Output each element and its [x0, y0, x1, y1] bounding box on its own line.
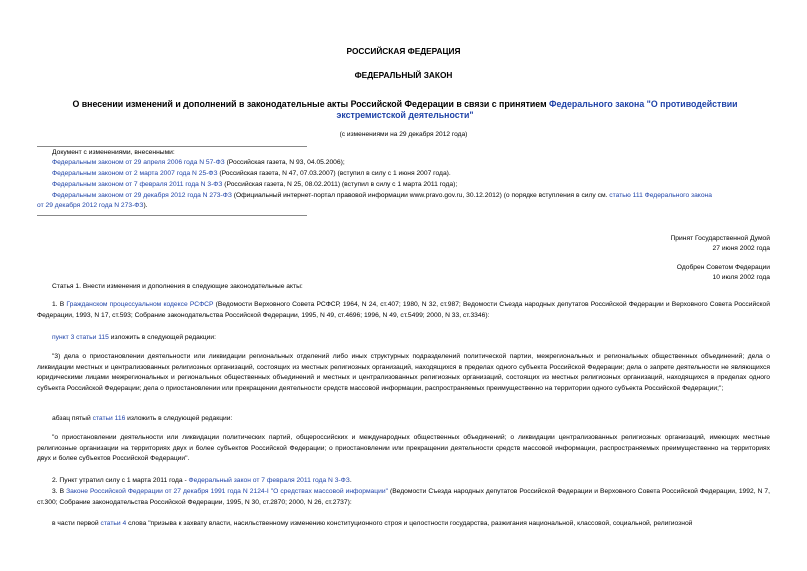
amendment-item: от 29 декабря 2012 года N 273-ФЗ). — [37, 202, 148, 209]
amendment-link[interactable]: Федеральным законом от 7 февраля 2011 года N 3-ФЗ — [52, 181, 223, 188]
council-approval: Одобрен Советом Федерации — [676, 264, 770, 271]
document-title — [60, 99, 750, 121]
title-text: О внесении изменений и дополнений в законодательные акты Российской Федерации в связи с принятием — [72, 99, 550, 109]
paragraph-1: 1. В Гражданском процессуальном кодексе РСФСР (Ведомости Верховного Совета РСФСР, 1964, N 24, ст.407; 1980, N 32, ст.987; Ведомости Съезда народных депутатов Российской Федерации и Верховного Совета Российской Федерации, 1993, N 17, ст.593; Собрание законодательства Российской Федерации, 1995, N 49, ст.4696; 1996, N 49, ст.5499; 2000, N 33, ст.3346): — [37, 301, 770, 319]
paragraph-3: абзац пятый статьи 116 изложить в следующей редакции: — [52, 415, 233, 422]
law-3fz-link[interactable]: Федеральный закон от 7 февраля 2011 года N 3-ФЗ — [188, 477, 350, 484]
paragraph-2: пункт 3 статьи 115 изложить в следующей редакции: — [52, 334, 216, 341]
amendment-item: Федеральным законом от 2 марта 2007 года N 25-ФЗ (Российская газета, N 47, 07.03.2007) (вступил в силу с 1 июня 2007 года). — [52, 170, 451, 177]
law-type-heading: ФЕДЕРАЛЬНЫЙ ЗАКОН — [354, 70, 453, 80]
civil-code-link[interactable]: Гражданском процессуальном кодексе РСФСР — [66, 301, 214, 308]
title-law-link[interactable]: Федерального закона "О противодействии экстремистской деятельности" — [336, 99, 738, 120]
bottom-divider — [37, 215, 307, 216]
article-4-link[interactable]: статьи 4 — [100, 520, 127, 527]
quote-1: "3) дела о приостановлении деятельности или ликвидации региональных отделений либо иных структурных подразделений политической партии, межрегиональных и региональных общественных объединений; дела о ликвидации местных и централизованных религиозных организаций, состоящих из местных религиозных организаций, находящихся в пределах одного субъекта Российской Федерации; дела о запрете деятельности не являющихся юридическими лицами межрегиональных и региональных общественных объединений и местных и централизованных религиозных организаций, состоящих из местных религиозных организаций, находящихся в пределах одного субъекта Российской Федерации; дела о приостановлении или прекращении деятельности средств массовой информации, распространяемых преимущественно на территории одного субъекта Российской Федерации;"; — [37, 353, 770, 392]
federation-heading: РОССИЙСКАЯ ФЕДЕРАЦИЯ — [346, 46, 461, 56]
article-1-heading: Статья 1. Внести изменения и дополнения в следующие законодательные акты: — [52, 283, 303, 290]
paragraph-6: в части первой статьи 4 слова "призыва к захвату власти, насильственному изменению конституционного строя и целостности государства, разжигания национальной, классовой, социальной, религиозной — [52, 520, 693, 527]
article-115-link[interactable]: пункт 3 статьи 115 — [52, 334, 109, 341]
amendment-item: Федеральным законом от 29 декабря 2012 года N 273-ФЗ (Официальный интернет-портал правовой информации www.pravo.gov.ru, 30.12.2012) (о порядке вступления в силу см. статью 111 Федерального закона — [52, 192, 712, 199]
amendment-item: Федеральным законом от 7 февраля 2011 года N 3-ФЗ (Российская газета, N 25, 08.02.2011) (вступил в силу с 1 марта 2011 года); — [52, 181, 458, 188]
changes-note: (с изменениями на 29 декабря 2012 года) — [339, 131, 468, 138]
article-116-link[interactable]: статьи 116 — [92, 415, 126, 422]
top-divider — [37, 146, 307, 147]
council-date: 10 июля 2002 года — [712, 274, 770, 281]
article-111-link[interactable]: статью 111 Федерального закона — [609, 192, 712, 199]
amendments-intro: Документ с изменениями, внесенными: — [52, 149, 175, 156]
duma-adoption: Принят Государственной Думой — [670, 235, 770, 242]
amendment-link[interactable]: Федеральным законом от 29 апреля 2006 года N 57-ФЗ — [52, 159, 225, 166]
amendment-link[interactable]: Федеральным законом от 29 декабря 2012 года N 273-ФЗ — [52, 192, 232, 199]
amendment-link[interactable]: Федеральным законом от 2 марта 2007 года N 25-ФЗ — [52, 170, 218, 177]
quote-2: "о приостановлении деятельности или ликвидации политических партий, общероссийских и международных общественных объединений; о ликвидации централизованных религиозных организаций, имеющих местные религиозные организации на территориях двух и более субъектов Российской Федерации; о приостановлении или прекращении деятельности средств массовой информации, распространяемых преимущественно на территориях двух и более субъектов Российской Федерации". — [37, 434, 770, 462]
amendment-item: Федеральным законом от 29 апреля 2006 года N 57-ФЗ (Российская газета, N 93, 04.05.2006); — [52, 159, 345, 166]
paragraph-4: 2. Пункт утратил силу с 1 марта 2011 года - Федеральный закон от 7 февраля 2011 года N 3-ФЗ. — [52, 477, 352, 484]
paragraph-5: 3. В Законе Российской Федерации от 27 декабря 1991 года N 2124-I "О средствах массовой информации" (Ведомости Съезда народных депутатов Российской Федерации и Верховного Совета Российской Федерации, 1992, N 7, ст.300; Собрание законодательства Российской Федерации, 1995, N 30, ст.2870; 2000, N 26, ст.2737): — [37, 488, 770, 506]
amendment-link[interactable]: от 29 декабря 2012 года N 273-ФЗ — [37, 202, 144, 209]
mass-media-law-link[interactable]: Законе Российской Федерации от 27 декабря 1991 года N 2124-I "О средствах массовой информации" — [66, 488, 388, 495]
duma-date: 27 июня 2002 года — [712, 245, 770, 252]
